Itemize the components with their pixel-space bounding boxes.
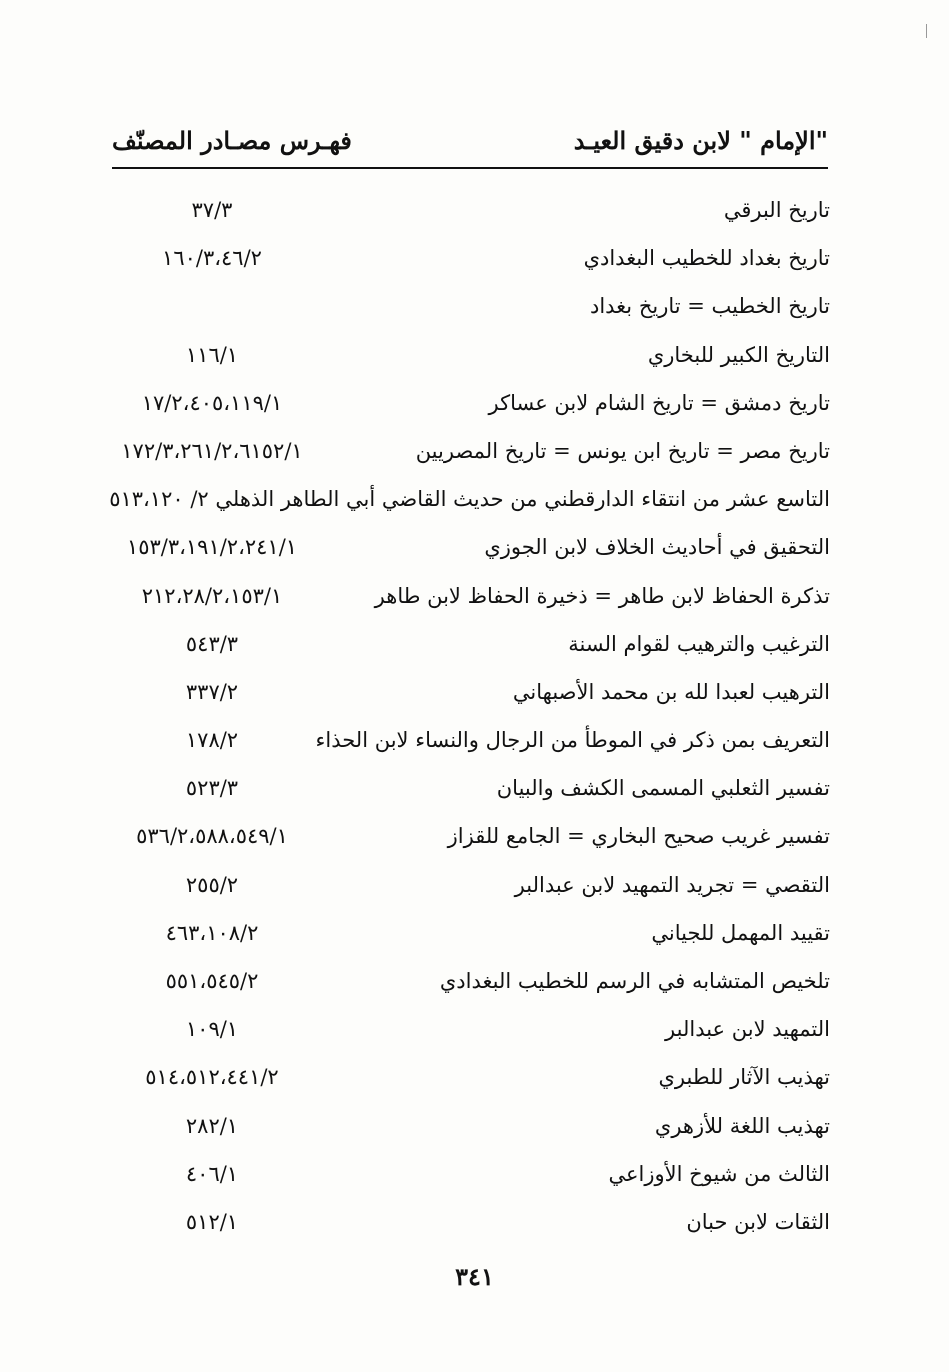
entry-references: ٣٧/٣ [191,198,233,222]
index-entry [109,477,830,525]
index-entry [112,1200,830,1248]
entry-title: الترغيب والترهيب لقوام السنة [568,631,830,656]
entry-title: تاريخ البرقي [723,198,830,222]
entry-title: التاريخ الكبير للبخاري [647,342,830,367]
entry-references: ١٧/٢،٤٠٥،١١٩/١ [141,390,283,415]
entry-title: تفسير غريب صحيح البخاري = الجامع للقزاز [447,824,830,849]
entry-references: ١٥٣/٣،١٩١/٢،٢٤١/١ [126,535,298,560]
margin-mark [926,24,927,38]
entry-title: التقصي = تجريد التمهيد لابن عبدالبر [514,872,830,897]
running-header [112,122,828,162]
index-entry [112,863,830,911]
entry-references: ٥٣٦/٢،٥٨٨،٥٤٩/١ [136,824,288,849]
entry-title: تفسير الثعلبي المسمى الكشف والبيان [496,776,830,801]
entry-title: تهذيب الآثار للطبري [658,1065,830,1090]
index-entry [112,670,830,718]
entry-title: تاريخ الخطيب = تاريخ بغداد [589,294,830,319]
entry-references: ١١٦/١ [185,342,239,367]
section-title: فهـرس مصـادر المصنّف [112,126,352,155]
entry-references: ٤٠٦/١ [185,1161,239,1186]
index-entry [112,1055,830,1103]
entry-title: تاريخ مصر = تاريخ ابن يونس = تاريخ المصريين [415,438,830,463]
entry-title: تلخيص المتشابه في الرسم للخطيب البغدادي [439,969,830,993]
index-entry [112,766,830,814]
index-entry [112,959,830,1007]
index-entry [112,911,830,959]
entry-title: تذكرة الحفاظ لابن طاهر = ذخيرة الحفاظ لابن طاهر [374,583,830,608]
index-entry [112,429,830,477]
page-number: ٣٤١ [455,1262,494,1291]
index-entry [112,333,830,381]
index-entry [112,814,830,862]
index-entry [112,525,830,573]
entry-title: الثقات لابن حبان [686,1209,830,1234]
index-entry [112,381,830,429]
entry-references: ٢١٢،٢٨/٢،١٥٣/١ [141,583,283,608]
index-entry [112,284,830,332]
book-title: "الإمام " لابن دقيق العيـد [573,126,828,155]
entry-title: تاريخ بغداد للخطيب البغدادي [583,246,830,271]
entry-references: ٥١٤،٥١٢،٤٤١/٢ [145,1065,279,1090]
entry-title: الثالث من شيوخ الأوزاعي [608,1161,830,1186]
index-entry [112,718,830,766]
entry-references: ٣٣٧/٢ [185,679,239,704]
index-entry [112,188,830,236]
entry-title: تهذيب اللغة للأزهري [654,1113,830,1138]
index-entry [112,236,830,284]
index-entry [112,1007,830,1055]
sources-index-list [109,188,830,1248]
entry-title: التمهيد لابن عبدالبر [665,1017,830,1042]
header-rule [112,167,828,169]
entry-references: ١٦٠/٣،٤٦/٢ [162,246,262,271]
index-entry [112,622,830,670]
entry-title: الترهيب لعبدا لله بن محمد الأصبهاني [512,679,830,704]
entry-references: ٥٢٣/٣ [185,776,239,801]
entry-title: تاريخ دمشق = تاريخ الشام لابن عساكر [488,390,830,415]
entry-references: ٥١٢/١ [185,1209,239,1234]
entry-references: ٢٥٥/٢ [185,872,239,897]
entry-references: ٢٨٢/١ [185,1113,239,1138]
entry-title: تقييد المهمل للجياني [651,920,830,945]
entry-title: التعريف بمن ذكر في الموطأ من الرجال والنساء لابن الحذاء [315,728,830,753]
entry-references: ١٧٢/٣،٢٦١/٢،٦١٥٢/١ [121,438,303,463]
entry-references: ١٧٨/٢ [185,728,239,753]
entry-references: ١٠٩/١ [185,1017,239,1042]
index-entry [112,574,830,622]
entry-references: ٤٦٣،١٠٨/٢ [165,920,259,945]
index-entry [112,1104,830,1152]
entry-title: التاسع عشر من انتقاء الدارقطني من حديث القاضي أبي الطاهر الذهلي ٢/ ٥١٣،١٢٠ [109,487,830,512]
entry-references: ٥٥١،٥٤٥/٢ [165,969,259,993]
entry-title: التحقيق في أحاديث الخلاف لابن الجوزي [484,535,830,560]
index-entry [112,1152,830,1200]
entry-references: ٥٤٣/٣ [185,631,239,656]
